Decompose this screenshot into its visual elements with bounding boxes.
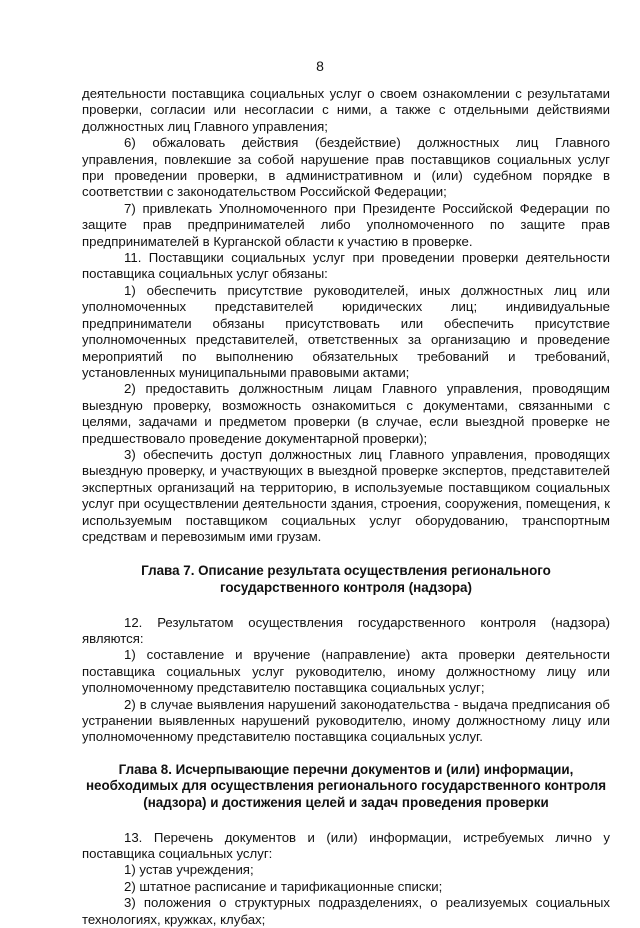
list-item: 1) устав учреждения;	[124, 862, 254, 878]
paragraph: 2) предоставить должностным лицам Главного управления, проводящим выездную проверку, возможность ознакомиться с документами, связанными с целями, задачами и предметом проверки (в случае, если выездной проверке не предшествовало проведение документарной проверки);	[82, 381, 610, 446]
list-item: 2) штатное расписание и тарификационные списки;	[124, 878, 443, 894]
paragraph: 3) обеспечить доступ должностных лиц Главного управления, проводящих выездную проверку, и участвующих в выездной проверке экспертов, представителей экспертных организаций на территорию, в используемые поставщиком социальных услуг при осуществлении деятельности здания, строения, сооружения, помещения, к используемым поставщиком социальных услуг оборудованию, транспортным средствам и перевозимым ими грузам.	[82, 446, 610, 544]
document-body	[82, 86, 610, 928]
paragraph: 1) составление и вручение (направление) акта проверки деятельности поставщика социальных услуг руководителю, иному должностному лицу или уполномоченному представителю поставщика социальных услуг;	[82, 647, 610, 696]
paragraph: 7) привлекать Уполномоченного при Президенте Российской Федерации по защите прав предпринимателей либо уполномоченного по защите прав предпринимателей в Курганской области к участию в проверке.	[82, 200, 610, 249]
paragraph: 13. Перечень документов и (или) информации, истребуемых лично у поставщика социальных услуг:	[82, 829, 610, 861]
paragraph: 2) в случае выявления нарушений законодательства - выдача предписания об устранении выявленных нарушений руководителю, иному должностному лицу или уполномоченному представителю поставщика социальных услуг.	[82, 696, 610, 745]
paragraph: 1) обеспечить присутствие руководителей, иных должностных лиц или уполномоченных представителей юридических лиц; индивидуальные предприниматели обязаны присутствовать или обеспечить присутствие уполномоченных представителей, ответственных за организацию и проведение мероприятий по выполнению обязательных требований и требований, установленных муниципальными правовыми актами;	[82, 282, 610, 380]
paragraph: 6) обжаловать действия (бездействие) должностных лиц Главного управления, повлекшие за собой нарушение прав поставщиков социальных услуг при проведении проверки, в административном и (или) судебном порядке в соответствии с законодательством Российской Федерации;	[82, 135, 610, 200]
page-number: 8	[316, 58, 324, 74]
paragraph: 11. Поставщики социальных услуг при проведении проверки деятельности поставщика социальных услуг обязаны:	[82, 250, 610, 282]
paragraph: деятельности поставщика социальных услуг о своем ознакомлении с результатами проверки, согласии или несогласии с ними, а также с отдельными действиями должностных лиц Главного управления;	[82, 86, 610, 134]
list-item: 3) положения о структурных подразделениях, о реализуемых социальных технологиях, кружках, клубах;	[82, 895, 610, 927]
chapter-heading: Глава 7. Описание результата осуществления регионального государственного контроля (надзора)	[141, 563, 551, 595]
chapter-heading: Глава 8. Исчерпывающие перечни документов и (или) информации, необходимых для осуществления регионального государственного контроля (надзора) и достижения целей и задач проведения проверки	[85, 761, 607, 810]
paragraph: 12. Результатом осуществления государственного контроля (надзора) являются:	[82, 614, 610, 646]
